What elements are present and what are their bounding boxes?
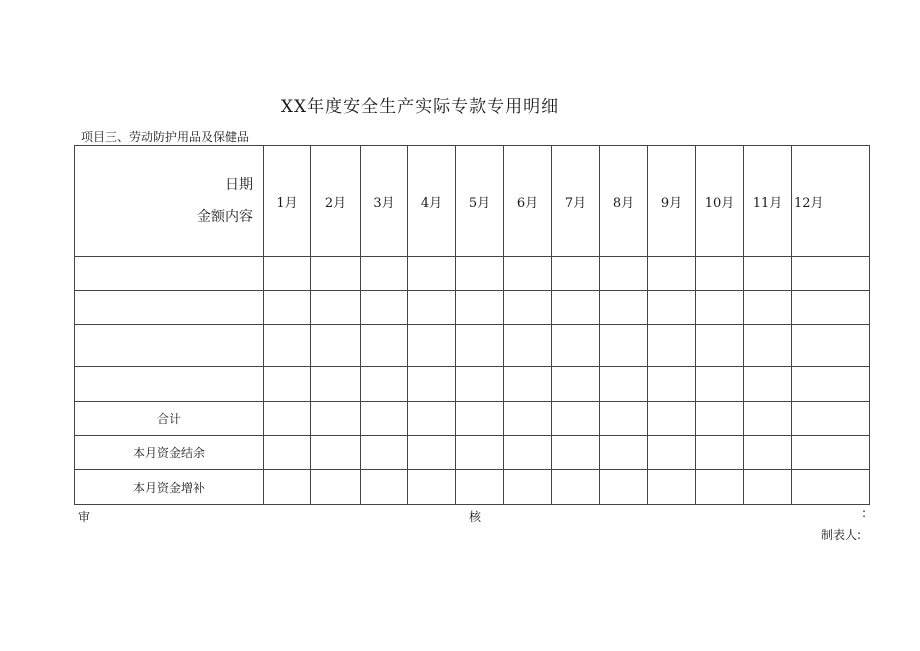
table-row-total [75, 402, 870, 436]
table-row-supplement [75, 470, 870, 505]
header-corner-cell [75, 146, 264, 257]
row-label-supplement: 本月资金增补 [75, 470, 264, 505]
table-row [75, 257, 870, 291]
month-header: 5月 [456, 146, 504, 257]
month-header: 2月 [311, 146, 361, 257]
document-title: XX年度安全生产实际专款专用明细 [280, 97, 560, 117]
month-header: 6月 [504, 146, 552, 257]
table-row [75, 367, 870, 402]
table-row-balance [75, 436, 870, 470]
section-subtitle: 项目三、劳动防护用品及保健品 [81, 130, 250, 144]
row-label-balance: 本月资金结余 [75, 436, 264, 470]
footer-colon: : [862, 506, 867, 520]
footer-review-shen: 审 [78, 510, 91, 524]
month-header: 7月 [552, 146, 600, 257]
month-header: 11月 [744, 146, 792, 257]
header-content-label: 金额内容 [197, 209, 253, 225]
expense-table [74, 145, 870, 505]
table-row [75, 291, 870, 325]
month-header: 8月 [600, 146, 648, 257]
row-label [75, 291, 264, 325]
footer-maker-label: 制表人: [821, 528, 862, 542]
header-date-label: 日期 [225, 177, 253, 193]
row-label-total: 合计 [75, 402, 264, 436]
footer-review-he: 核 [469, 510, 482, 524]
month-header: 4月 [408, 146, 456, 257]
month-header: 12月 [792, 146, 870, 257]
header-row [75, 146, 870, 257]
month-header: 3月 [361, 146, 408, 257]
month-header: 9月 [648, 146, 696, 257]
row-label [75, 367, 264, 402]
row-label [75, 325, 264, 367]
month-header: 1月 [264, 146, 311, 257]
row-label [75, 257, 264, 291]
month-header: 10月 [696, 146, 744, 257]
table-row [75, 325, 870, 367]
